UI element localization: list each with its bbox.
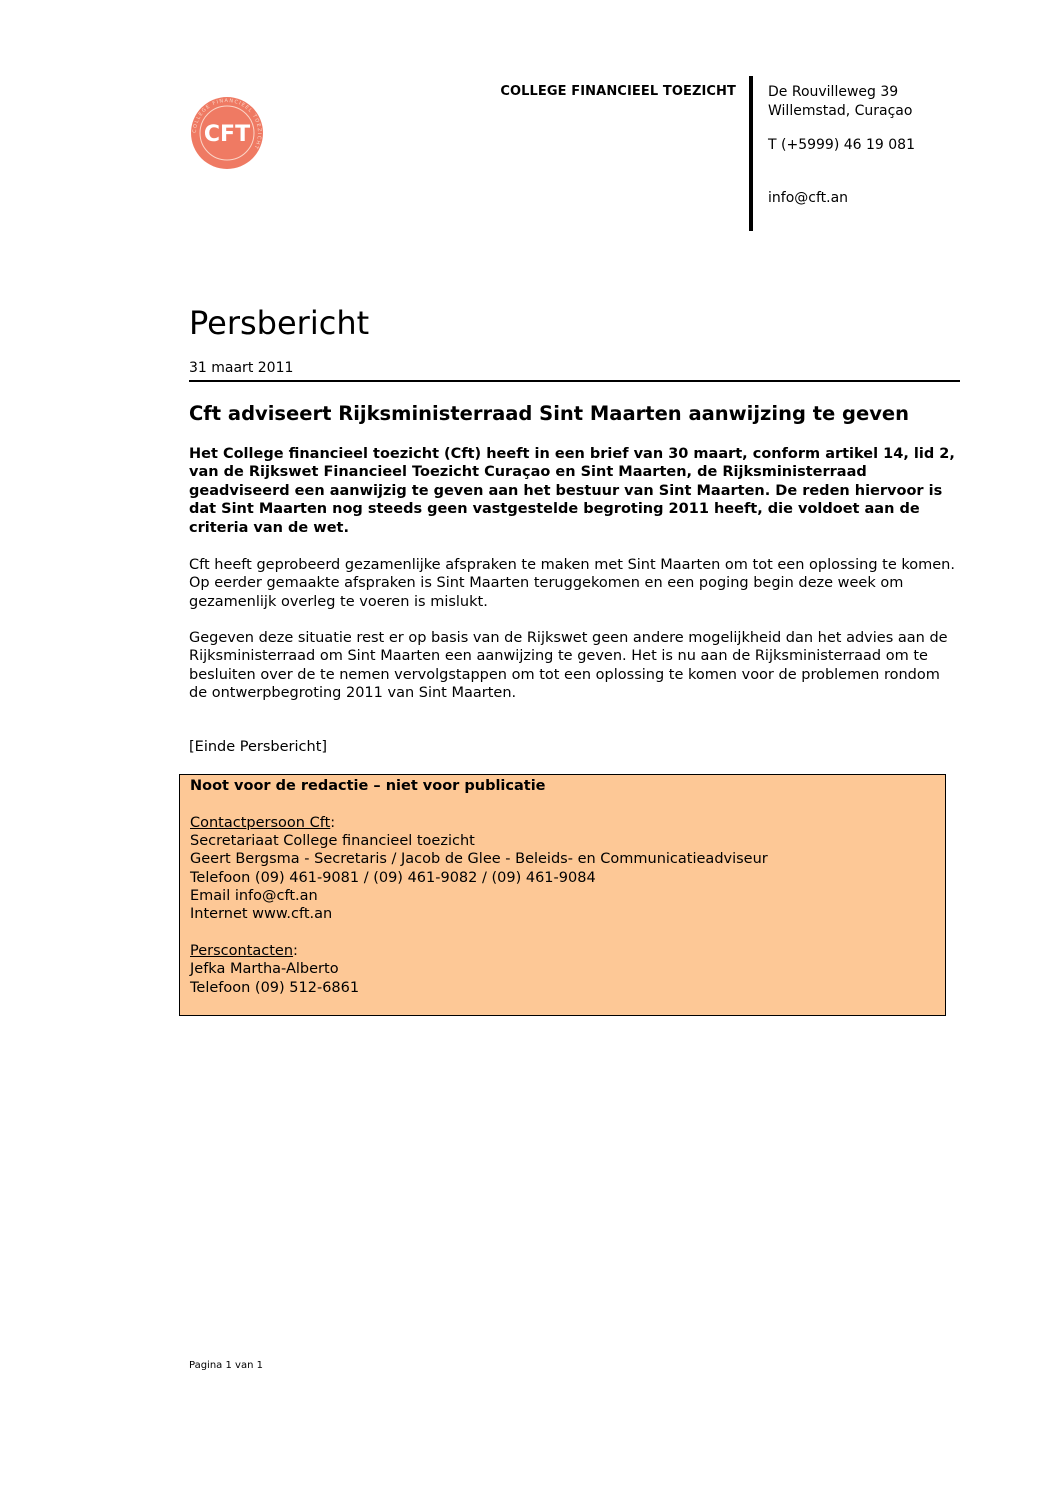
document-date: 31 maart 2011: [189, 360, 294, 376]
title-rule: [189, 380, 960, 382]
header-divider: [749, 76, 753, 231]
press-line: Jefka Martha-Alberto: [190, 961, 339, 977]
contact-line: Telefoon (09) 461-9081 / (09) 461-9082 / (09) 461-9084: [190, 870, 596, 886]
contact-line: Geert Bergsma - Secretaris / Jacob de Glee - Beleids- en Communicatieadviseur: [190, 851, 768, 867]
editorial-note-box: [179, 774, 946, 1016]
body-paragraph-3: Gegeven deze situatie rest er op basis van de Rijkswet geen andere mogelijkheid dan het advies aan de Rijksministerraad om Sint Maarten een aanwijzing te geven. Het is nu aan de Rijksministerraad om te besluiten over de te nemen vervolgstappen om tot een oplossing te komen voor de problemen rondom de ontwerpbegroting 2011 van Sint Maarten.: [189, 630, 948, 702]
lead-paragraph: Het College financieel toezicht (Cft) heeft in een brief van 30 maart, conform artikel 14, lid 2, van de Rijkswet Financieel Toezicht Curaçao en Sint Maarten, de Rijksministerraad geadviseerd een aanwijzig te geven aan het bestuur van Sint Maarten. De reden hiervoor is dat Sint Maarten nog steeds geen vastgestelde begroting 2011 heeft, die voldoet aan de criteria van de wet.: [189, 446, 955, 536]
press-line: Telefoon (09) 512-6861: [190, 980, 360, 996]
org-name: COLLEGE FINANCIEEL TOEZICHT: [500, 84, 736, 99]
press-heading: Perscontacten: [190, 943, 294, 959]
contact-heading: Contactpersoon Cft: [190, 815, 331, 831]
header-phone: T (+5999) 46 19 081: [768, 137, 915, 153]
press-release-headline: Cft adviseert Rijksministerraad Sint Maarten aanwijzing te geven: [189, 402, 910, 425]
address-city: Willemstad, Curaçao: [768, 103, 913, 119]
contact-line: Internet www.cft.an: [190, 906, 333, 922]
page-number: Pagina 1 van 1: [189, 1360, 263, 1371]
contact-line: Secretariaat College financieel toezicht: [190, 833, 475, 849]
cft-logo: [190, 96, 265, 171]
note-box-title: Noot voor de redactie – niet voor publicatie: [190, 778, 546, 794]
end-of-release-note: [Einde Persbericht]: [189, 739, 328, 755]
body-paragraph-2: Cft heeft geprobeerd gezamenlijke afspraken te maken met Sint Maarten om tot een oplossing te komen. Op eerder gemaakte afspraken is Sint Maarten teruggekomen en een poging begin deze week om gezamenlijk overleg te voeren is mislukt.: [189, 557, 955, 610]
contact-heading-line: Contactpersoon Cft:: [190, 815, 336, 831]
address-street: De Rouvilleweg 39: [768, 84, 899, 100]
press-heading-line: Perscontacten:: [190, 943, 298, 959]
contact-line: Email info@cft.an: [190, 888, 318, 904]
document-type-title: Persbericht: [189, 304, 370, 342]
svg-text:CFT: CFT: [203, 122, 251, 147]
svg-text:COLLEGE FINANCIEEL TOEZICHT: COLLEGE FINANCIEEL TOEZICHT: [191, 97, 263, 151]
cft-logo-icon: [190, 96, 265, 171]
header-email: info@cft.an: [768, 190, 849, 206]
